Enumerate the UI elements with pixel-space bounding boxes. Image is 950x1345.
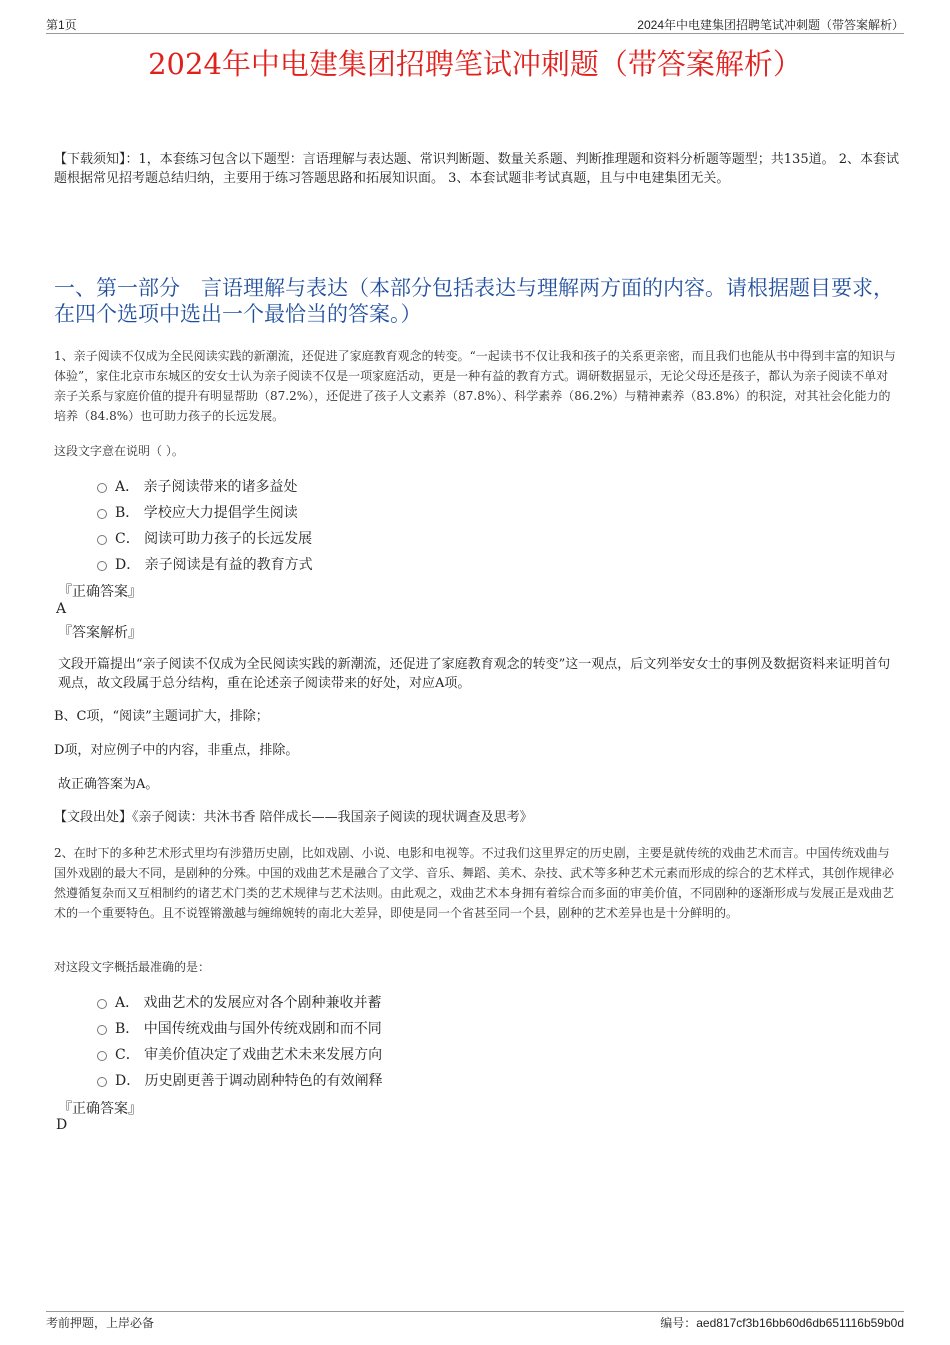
option-label: B． 中国传统戏曲与国外传统戏剧和而不同 [115, 1021, 382, 1037]
option-label: A． 戏曲艺术的发展应对各个剧种兼收并蓄 [115, 995, 382, 1011]
radio-icon[interactable] [97, 1077, 107, 1087]
document-title: 2024年中电建集团招聘笔试冲刺题（带答案解析） [148, 47, 802, 81]
radio-icon[interactable] [97, 1051, 107, 1061]
q1-answer-label: 『正确答案』 [58, 584, 142, 600]
footer-divider [46, 1311, 904, 1312]
header-doc-title: 2024年中电建集团招聘笔试冲刺题（带答案解析） [637, 18, 904, 32]
q2-option-b[interactable] [97, 1018, 382, 1038]
question-1-text: 1、亲子阅读不仅成为全民阅读实践的新潮流，还促进了家庭教育观念的转变。“一起读书不仅让我和孩子的关系更亲密，而且我们也能从书中得到丰富的知识与体验”，家住北京市东城区的安女士认为亲子阅读不仅是一项家庭活动，更是一种有益的教育方式。调研数据显示，无论父母还是孩子，都认为亲子阅读不单对亲子关系与家庭价值的提升有明显帮助（87.2%），还促进了孩子人文素养（87.8%）、科学素养（86.2%）与精神素养（83.8%）的积淀，对其社会化能力的培养（84.8%）也可助力孩子的长远发展。 [54, 349, 896, 423]
q1-option-c[interactable] [97, 528, 312, 548]
q2-option-d[interactable] [97, 1070, 383, 1090]
question-2-text: 2、在时下的多种艺术形式里均有涉猎历史剧，比如戏剧、小说、电影和电视等。不过我们这里界定的历史剧，主要是就传统的戏曲艺术而言。中国传统戏曲与国外戏剧的最大不同，是剧种的分殊。中国的戏曲艺术是融合了文学、音乐、舞蹈、美术、杂技、武术等多种艺术元素而形成的综合的艺术样式，其创作规律必然遵循复杂而又互相制约的诸艺术门类的艺术规律与艺术法则。由此观之，戏曲艺术本身拥有着综合而多面的审美价值，不同剧种的逐渐形成与发展正是戏曲艺术的一个重要特色。且不说铿锵激越与缠绵婉转的南北大差异，即使是同一个省甚至同一个县，剧种的艺术差异也是十分鲜明的。 [54, 846, 895, 920]
q1-analysis-para: D项，对应例子中的内容，非重点，排除。 [54, 743, 299, 758]
q1-analysis-para: B、C项，“阅读”主题词扩大，排除； [54, 709, 269, 724]
q1-option-d[interactable] [97, 554, 313, 574]
q1-analysis-label: 『答案解析』 [58, 625, 142, 641]
option-label: B． 学校应大力提倡学生阅读 [115, 505, 298, 521]
section-heading: 一、第一部分 言语理解与表达（本部分包括表达与理解两方面的内容。请根据题目要求，在四个选项中选出一个最恰当的答案。） [54, 276, 894, 326]
q1-answer: A [56, 601, 67, 617]
radio-icon[interactable] [97, 1025, 107, 1035]
document-code: aed817cf3b16bb60d6db651116b59b0d [696, 1316, 904, 1330]
option-label: A． 亲子阅读带来的诸多益处 [115, 479, 298, 495]
q1-option-b[interactable] [97, 502, 298, 522]
q2-option-c[interactable] [97, 1044, 382, 1064]
q2-option-a[interactable] [97, 992, 382, 1012]
q2-answer: D [56, 1117, 68, 1133]
radio-icon[interactable] [97, 561, 107, 571]
option-label: C． 审美价值决定了戏曲艺术未来发展方向 [115, 1047, 383, 1063]
q1-source: 【文段出处】《亲子阅读：共沐书香 陪伴成长——我国亲子阅读的现状调查及思考》 [54, 810, 533, 825]
option-label: D． 亲子阅读是有益的教育方式 [115, 557, 313, 573]
q1-analysis-para: 文段开篇提出“亲子阅读不仅成为全民阅读实践的新潮流，还促进了家庭教育观念的转变”这一观点，后文列举安女士的事例及数据资料来证明首句观点，故文段属于总分结构，重在论述亲子阅读带来的好处，对应A项。 [58, 657, 891, 691]
radio-icon[interactable] [97, 535, 107, 545]
question-1-prompt: 这段文字意在说明（ ）。 [54, 444, 184, 458]
q1-option-a[interactable] [97, 476, 298, 496]
radio-icon[interactable] [97, 999, 107, 1009]
radio-icon[interactable] [97, 509, 107, 519]
option-label: D． 历史剧更善于调动剧种特色的有效阐释 [115, 1073, 383, 1089]
code-label: 编号： [660, 1316, 697, 1330]
q1-analysis-para: 故正确答案为A。 [58, 777, 159, 792]
question-2-prompt: 对这段文字概括最准确的是： [54, 960, 211, 974]
footer-slogan: 考前押题，上岸必备 [46, 1316, 155, 1330]
radio-icon[interactable] [97, 483, 107, 493]
download-notice: 【下载须知】：1，本套练习包含以下题型：言语理解与表达题、常识判断题、数量关系题、判断推理题和资料分析题等题型；共135道。 2、本套试题根据常见招考题总结归纳，主要用于练习答题思路和拓展知识面。 3、本套试题非考试真题，且与中电建集团无关。 [54, 152, 899, 186]
header-divider [46, 33, 904, 34]
page-number: 第1页 [46, 18, 77, 32]
option-label: C． 阅读可助力孩子的长远发展 [115, 531, 313, 547]
q2-answer-label: 『正确答案』 [58, 1101, 142, 1117]
